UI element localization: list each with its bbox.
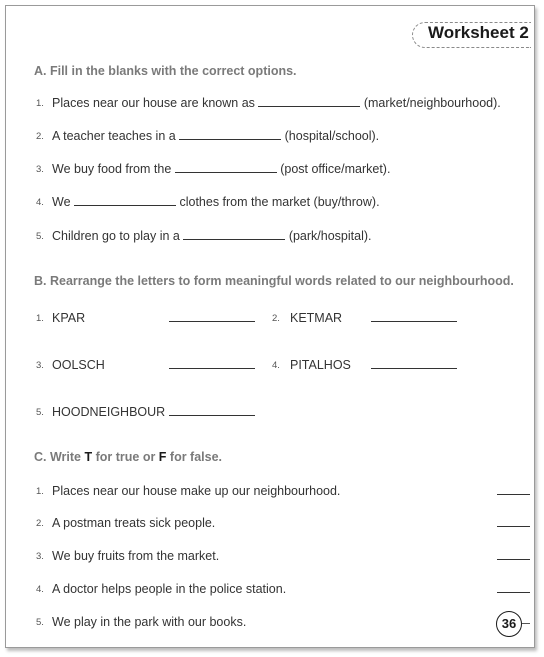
answer-blank[interactable]: [175, 162, 277, 173]
section-b-heading: B. Rearrange the letters to form meaningful words related to our neighbourhood.: [34, 274, 514, 288]
c-item-number: 2.: [36, 518, 44, 529]
answer-line[interactable]: [169, 321, 255, 322]
c-statement: Places near our house make up our neighbourhood.: [52, 484, 341, 498]
a-item-5: Children go to play in a (park/hospital).: [52, 229, 372, 243]
c-statement: We play in the park with our books.: [52, 615, 247, 629]
b-jumbled-word: HOODNEIGHBOUR: [52, 405, 166, 419]
c-statement: A postman treats sick people.: [52, 516, 216, 530]
answer-line[interactable]: [371, 368, 457, 369]
a-item-number: 5.: [36, 231, 44, 242]
c-statement: We buy fruits from the market.: [52, 549, 220, 563]
a-item-number: 2.: [36, 131, 44, 142]
page-number: 36: [496, 611, 522, 637]
answer-line[interactable]: [497, 494, 530, 495]
b-item-number: 4.: [272, 360, 280, 371]
section-a-heading: A. Fill in the blanks with the correct options.: [34, 64, 297, 78]
b-jumbled-word: KETMAR: [290, 311, 343, 325]
answer-line[interactable]: [371, 321, 457, 322]
b-item-number: 1.: [36, 313, 44, 324]
answer-blank[interactable]: [179, 129, 281, 140]
page-number-tick: [522, 623, 530, 624]
a-item-1: Places near our house are known as (market/neighbourhood).: [52, 96, 501, 110]
a-item-2: A teacher teaches in a (hospital/school).: [52, 129, 380, 143]
b-jumbled-word: PITALHOS: [290, 358, 351, 372]
answer-line[interactable]: [169, 368, 255, 369]
c-item-number: 3.: [36, 551, 44, 562]
a-item-3: We buy food from the (post office/market).: [52, 162, 391, 176]
answer-blank[interactable]: [258, 96, 360, 107]
a-item-number: 3.: [36, 164, 44, 175]
a-item-number: 1.: [36, 98, 44, 109]
answer-blank[interactable]: [183, 229, 285, 240]
b-item-number: 2.: [272, 313, 280, 324]
c-item-number: 4.: [36, 584, 44, 595]
b-item-number: 3.: [36, 360, 44, 371]
a-item-4: We clothes from the market (buy/throw).: [52, 195, 380, 209]
a-item-number: 4.: [36, 197, 44, 208]
answer-line[interactable]: [497, 559, 530, 560]
worksheet-title: Worksheet 2: [428, 23, 529, 42]
b-jumbled-word: KPAR: [52, 311, 86, 325]
c-item-number: 5.: [36, 617, 44, 628]
section-c-heading: C. Write T for true or F for false.: [34, 450, 223, 464]
answer-line[interactable]: [497, 592, 530, 593]
b-item-number: 5.: [36, 407, 44, 418]
answer-blank[interactable]: [74, 195, 176, 206]
answer-line[interactable]: [497, 526, 530, 527]
answer-line[interactable]: [169, 415, 255, 416]
c-item-number: 1.: [36, 486, 44, 497]
b-jumbled-word: OOLSCH: [52, 358, 105, 372]
c-statement: A doctor helps people in the police station.: [52, 582, 287, 596]
